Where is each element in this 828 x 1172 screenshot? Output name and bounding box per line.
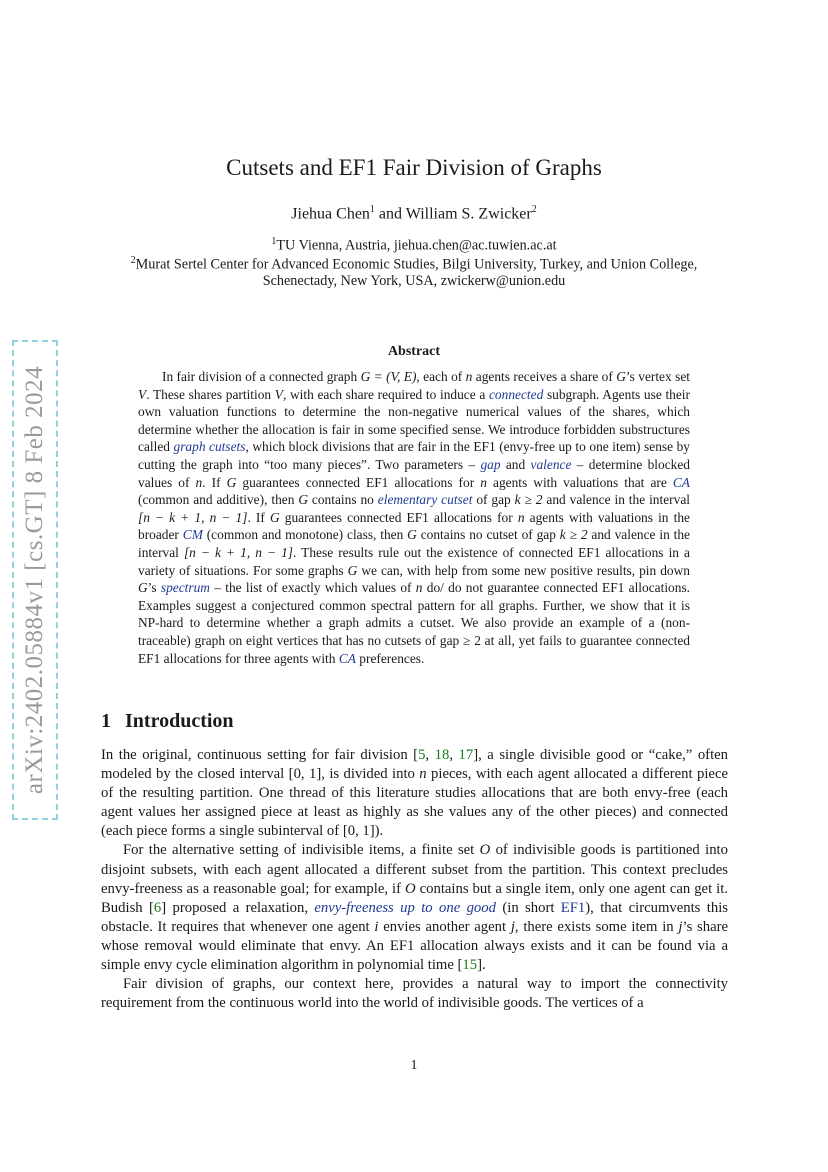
text: agents receives a share of [472, 369, 617, 384]
citation-link[interactable]: 6 [153, 899, 162, 916]
text: agents with valuations that are [486, 474, 673, 490]
text: . If [202, 474, 227, 490]
text: ]. [477, 957, 486, 974]
abstract-heading: Abstract [387, 344, 441, 359]
text: – the list of exactly which values of [209, 580, 416, 596]
math: n [195, 474, 203, 490]
arxiv-identifier: arXiv:2402.05884v1 [cs.GT] 8 Feb 2024 [21, 365, 49, 795]
math: G [347, 562, 358, 578]
math: O [405, 880, 416, 897]
text: and valence in the interval [138, 527, 690, 560]
math: n [415, 580, 423, 596]
math: j [510, 918, 515, 935]
paragraph [101, 841, 728, 975]
introduction-body [101, 746, 728, 1013]
citation-link[interactable]: 5 [418, 747, 426, 763]
abstract-body [138, 368, 690, 667]
definition-link[interactable]: CA [338, 650, 356, 666]
definition-link[interactable]: elementary cutset [377, 492, 473, 508]
math: G [138, 580, 148, 596]
definition-link[interactable]: gap [480, 456, 501, 472]
text: , there exists some item in [514, 918, 679, 935]
text: Fair division of graphs, our context here, provides a natural way to import the connectivity requirement from the continuous world into the world of indivisible goods. The vertices of a [101, 976, 728, 1012]
text: of gap [472, 492, 515, 508]
definition-link[interactable]: valence [530, 456, 572, 472]
text: guarantees connected EF1 allocations for [236, 474, 481, 490]
affiliation-mark: 2 [130, 255, 136, 266]
author-separator: and [374, 205, 406, 223]
text: ], a single divisible good or “cake,” often modeled by the closed interval [0, 1], is divided into [101, 747, 729, 783]
citation-link[interactable]: 17 [458, 747, 474, 763]
definition-link[interactable]: graph cutsets [173, 439, 246, 455]
math: k ≥ 2 [559, 527, 588, 543]
math: G = (V, E) [360, 369, 417, 384]
text: In the original, continuous setting for fair division [ [101, 747, 419, 763]
citation-link[interactable]: 18 [434, 747, 450, 763]
text: contains no [308, 492, 378, 508]
text: contains no cutset of gap [416, 527, 560, 543]
affiliation-mark: 1 [271, 236, 277, 247]
author-affiliation-mark: 2 [531, 204, 537, 215]
arxiv-identifier-stamp [12, 340, 58, 820]
definition-link[interactable]: EF1 [560, 899, 586, 916]
author-affiliation-mark: 1 [369, 204, 375, 215]
section-number: 1 [101, 710, 111, 732]
math: n [480, 474, 487, 490]
text: , each of [416, 369, 466, 384]
text: (in short [495, 899, 561, 916]
text: and [500, 456, 531, 472]
text: pieces, with each agent allocated a different piece of the resulting partition. One thread of this literature studies allocations that are both envy-free (each agent values her assigned piece at least as highly as she values any of the other pieces) and connected (each piece forms a single subinterval of [0, 1]). [101, 766, 728, 840]
author-name: William S. Zwicker [405, 205, 532, 223]
text: ] proposed a relaxation, [161, 899, 315, 916]
text: we can, with help from some new positive results, pin down [357, 562, 690, 578]
text: ’s [147, 580, 161, 596]
page-number: 1 [410, 1058, 418, 1073]
text: guarantees connected EF1 allocations for [279, 509, 518, 525]
text: ’s vertex set [625, 369, 690, 384]
text: . If [247, 509, 270, 525]
text: agents with valuations in the broader [138, 509, 690, 543]
text: , [425, 747, 435, 763]
paragraph [101, 975, 728, 1013]
math: [n − k + 1, n − 1] [138, 509, 248, 525]
text: . These results rule out the existence of connected EF1 allocations in a variety of situations. For some graphs [138, 544, 690, 578]
math: j [678, 918, 683, 935]
affiliation-text: TU Vienna, Austria, jiehua.chen@ac.tuwien.ac.at [276, 237, 557, 254]
text: , [449, 747, 459, 763]
affiliation-line [0, 236, 828, 255]
text: (common and monotone) class, then [202, 527, 408, 543]
paragraph [101, 746, 728, 841]
text: . These shares partition [146, 386, 275, 402]
math: i [374, 918, 379, 935]
math: V [138, 386, 147, 402]
math: G [407, 527, 417, 543]
text: of indivisible goods is partitioned into disjoint subsets, with each agent allocated a different subset from the partition. This context precludes envy-freeness as a reasonable goal; for example, if [101, 842, 728, 897]
text: ’s share whose removal would eliminate that envy. An EF1 allocation always exists and it can be found via a simple envy cycle elimination algorithm in polynomial time [ [101, 918, 729, 974]
affiliation-line [0, 255, 828, 274]
affiliation-line [0, 273, 828, 290]
text: do/ do not guarantee connected EF1 allocations. Examples suggest a conjectured common spectral pattern for all graphs. Further, we show that it is NP-hard to determine whether a graph admits a cutset. We also provide an example of a (non-traceable) graph on eight vertices that has no cutsets of gap ≥ 2 at all, yet fails to guarantee connected EF1 allocations for three agents with [138, 580, 691, 666]
definition-link[interactable]: CM [182, 527, 203, 543]
math: k ≥ 2 [514, 492, 543, 508]
text: ), that circumvents this obstacle. It requires that whenever one agent [101, 899, 728, 935]
math: n [465, 369, 473, 384]
math: G [269, 509, 280, 525]
math: G [226, 474, 237, 490]
math: G [298, 492, 308, 508]
author-name: Jiehua Chen [291, 205, 370, 223]
affiliation-text: Schenectady, New York, USA, zwickerw@union.edu [262, 273, 566, 289]
definition-link[interactable]: connected [488, 386, 544, 402]
text: In fair division of a connected graph [162, 369, 361, 384]
author-list [0, 204, 828, 223]
definition-link[interactable]: envy-freeness up to one good [314, 899, 496, 916]
text: preferences. [355, 650, 425, 666]
affiliation-text: Murat Sertel Center for Advanced Economic Studies, Bilgi University, Turkey, and Union College, [135, 256, 698, 273]
text: contains but a single item, only one agent can get it. Budish [ [101, 880, 728, 916]
citation-link[interactable]: 15 [462, 957, 478, 974]
text: For the alternative setting of indivisible items, a finite set [123, 842, 480, 859]
definition-link[interactable]: CA [672, 474, 690, 490]
section-title: Introduction [125, 710, 234, 732]
text: and valence in the interval [542, 492, 690, 508]
text: subgraph. Agents use their own valuation functions to determine the non-negative numerical values of the shares, which determine whether the allocation is fair in some specified sense. We introduce forbidden substructures called [138, 386, 690, 455]
text: , with each share required to induce a [282, 386, 489, 402]
text: envies another agent [378, 918, 511, 935]
math: O [479, 842, 491, 859]
math: V [274, 386, 283, 402]
math: n [419, 766, 427, 783]
math: n [517, 509, 525, 525]
definition-link[interactable]: spectrum [160, 580, 210, 596]
text: , which block divisions that are fair in the EF1 (envy-free up to one item) sense by cutting the graph into “too many pieces”. Two parameters – [138, 439, 690, 472]
math: G [616, 369, 626, 384]
text: – determine blocked values of [138, 456, 690, 490]
section-heading [101, 710, 234, 733]
math: [n − k + 1, n − 1] [183, 544, 293, 560]
paper-title: Cutsets and EF1 Fair Division of Graphs [226, 155, 602, 180]
text: (common and additive), then [138, 492, 299, 508]
